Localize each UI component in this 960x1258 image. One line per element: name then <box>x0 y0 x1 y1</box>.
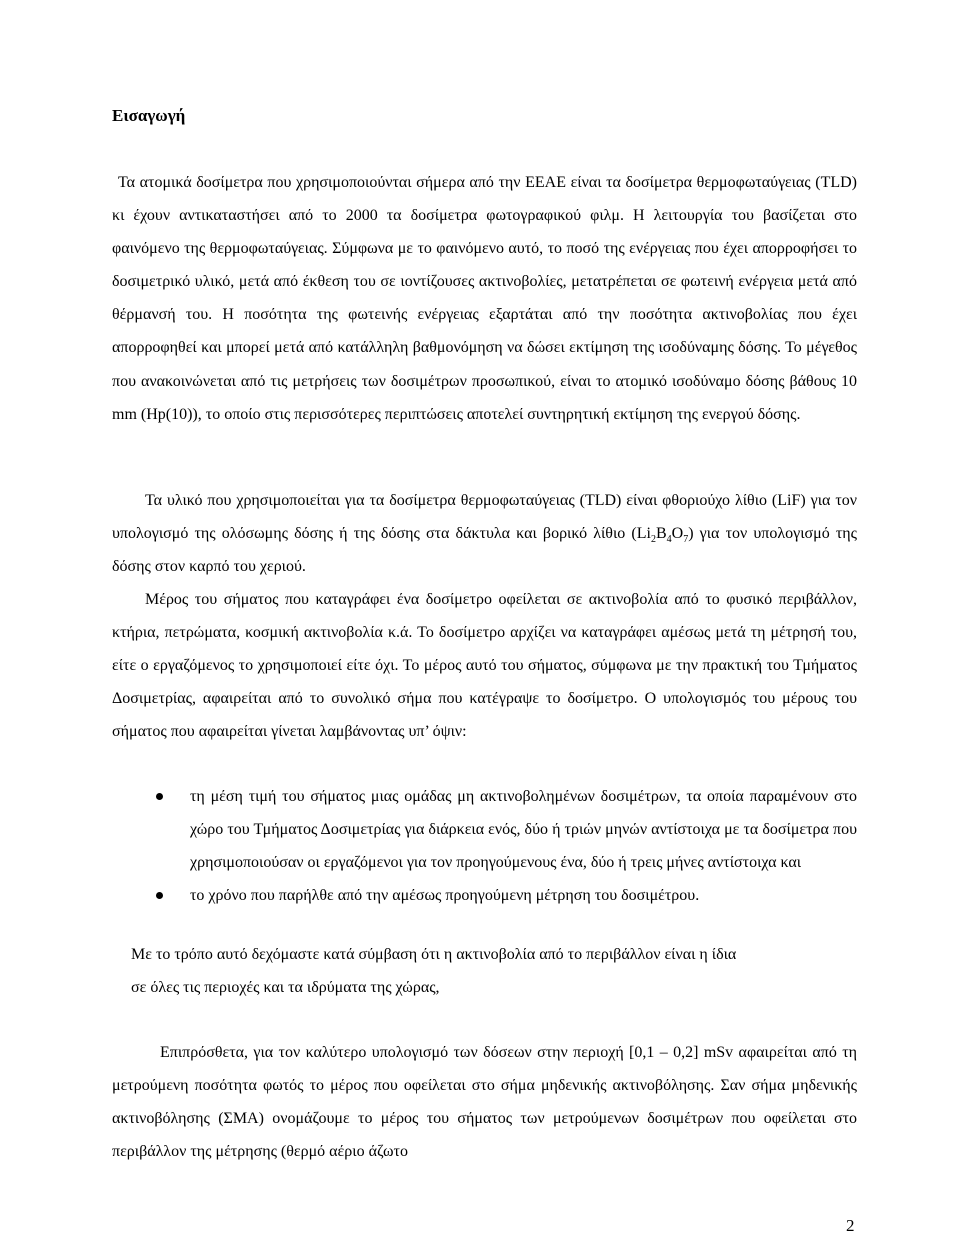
subscript-li: 2 <box>650 534 656 546</box>
materials-text-end: ) για τον υπολογισμό της δόσης στον καρπό του χεριού. <box>112 525 858 576</box>
list-item <box>190 879 857 912</box>
paragraph-background-signal: Μέρος του σήματος που καταγράφει ένα δοσίμετρο οφείλεται σε ακτινοβολία από το φυσικό περιβάλλον, κτήρια, πετρώματα, κοσμική ακτινοβολία κ.ά. Το δοσίμετρο αρχίζει να καταγράφει αμέσως μετά τη μέτρησή του, είτε ο εργαζόμενος το χρησιμοποιεί είτε όχι. Το μέρος αυτό του σήματος, σύμφωνα με την πρακτική του Τμήματος Δοσιμετρίας, αφαιρείται από το συνολικό σήμα που κατέγραψε το δοσίμετρο. Ο υπολογισμός του μέρους του σήματος που αφαιρείται γίνεται λαμβάνοντας υπ’ όψιν: <box>112 591 857 741</box>
list-item-text: τη μέση τιμή του σήματος μιας ομάδας μη ακτινοβολημένων δοσιμέτρων, τα οποία παραμένουν στο χώρο του Τμήματος Δοσιμετρίας για διάρκεια ενός, δύο ή τριών μηνών αντίστοιχα με τα δοσίμετρα που χρησιμοποιούσαν οι εργαζόμενοι για τον προηγούμενους ένα, δύο ή τρεις μήνες αντίστοιχα και <box>190 788 857 872</box>
formula-b: B <box>655 525 667 543</box>
materials-text-start: Τα υλικό που χρησιμοποιείται για τα δοσίμετρα θερμοφωταύγειας (TLD) είναι φθοριούχο λίθιο (LiF) για τον υπολογισμό της ολόσωμης δόσης ή της δόσης στα δάκτυλα και βορικό λίθιο (Li <box>112 492 857 543</box>
bullet-icon <box>156 793 163 800</box>
convention-line-1: Με το τρόπο αυτό δεχόμαστε κατά σύμβαση ότι η ακτινοβολία από το περιβάλλον είναι η ίδια <box>131 946 737 963</box>
formula-o: O <box>671 525 684 543</box>
paragraph-tld-description: Τα ατομικά δοσίμετρα που χρησιμοποιούνται σήμερα από την ΕΕΑΕ είναι τα δοσίμετρα θερμοφωταύγειας (TLD) κι έχουν αντικαταστήσει από το 2000 τα δοσίμετρα φωτογραφικού φιλμ. Η λειτουργία του βασίζεται στο φαινόμενο της θερμοφωταύγειας. Σύμφωνα με το φαινόμενο αυτό, το ποσό της ενέργειας που έχει απορροφήσει το δοσιμετρικό υλικό, μετά από έκθεση του σε ιοντίζουσες ακτινοβολίες, μετατρέπεται σε φωτεινή ενέργεια μετά από θέρμανσή του. Η ποσότητα της φωτεινής ενέργειας εξαρτάται από την ποσότητα ακτινοβολίας που έχει απορροφηθεί και μπορεί μετά από κατάλληλη βαθμονόμηση να δώσει εκτίμηση της ισοδύναμης δόσης. Το μέγεθος που ανακοινώνεται από τις μετρήσεις των δοσιμέτρων προσωπικού, είναι το ατομικό ισοδύναμο δόσης βάθους 10 mm (Hp(10)), το οποίο στις περισσότερες περιπτώσεις αποτελεί συντηρητική εκτίμηση της ενεργού δόσης. <box>112 174 857 423</box>
paragraph-convention <box>131 938 857 1004</box>
convention-line-2: σε όλες τις περιοχές και τα ιδρύματα της χώρας, <box>131 979 440 997</box>
bullet-icon <box>156 892 163 899</box>
subscript-o: 7 <box>683 534 689 546</box>
section-heading: Εισαγωγή <box>112 106 186 125</box>
page-number: 2 <box>846 1216 855 1235</box>
paragraph-tld-materials <box>112 484 857 583</box>
subscript-b: 4 <box>666 534 672 546</box>
bullet-list <box>190 780 857 912</box>
list-item-text: το χρόνο που παρήλθε από την αμέσως προηγούμενη μέτρηση του δοσιμέτρου. <box>190 887 700 905</box>
list-item <box>190 780 857 879</box>
paragraph-zero-signal: Επιπρόσθετα, για τον καλύτερο υπολογισμό των δόσεων στην περιοχή [0,1 – 0,2] mSv αφαιρείται από τη μετρούμενη ποσότητα φωτός το μέρος που οφείλεται στο σήμα μηδενικής ακτινοβόλησης. Σαν σήμα μηδενικής ακτινοβόλησης (ΣΜΑ) ονομάζουμε το μέρος του σήματος των μετρούμενων δοσιμέτρων που οφείλεται στο περιβάλλον της μέτρησης (θερμό αέριο άζωτο <box>112 1044 857 1161</box>
